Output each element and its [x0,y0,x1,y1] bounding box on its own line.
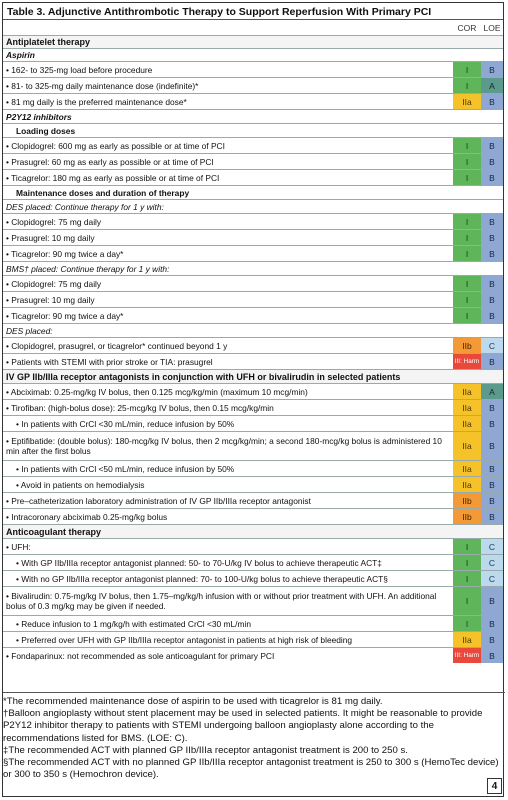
row-text: • Bivalirudin: 0.75-mg/kg IV bolus, then 1.75–mg/kg/h infusion with or without prior treatment with UFH. An additional bolus of 0.3 mg/kg may be given if needed. [6,591,437,611]
row-text: DES placed: Continue therapy for 1 y with: [6,201,164,212]
row-text: • In patients with CrCl <50 mL/min, reduce infusion by 50% [16,463,235,474]
loe-cell: B [481,230,503,245]
loe-cell: C [481,539,503,554]
cor-cell: I [453,78,481,93]
subheader-row [3,109,503,123]
table-row [3,245,503,261]
table-row [3,570,503,586]
footnote: *The recommended maintenance dose of aspirin to be used with ticagrelor is 81 mg daily. [3,696,383,707]
loe-cell: B [481,416,503,431]
row-text: P2Y12 inhibitors [6,111,72,122]
cor-cell: I [453,539,481,554]
loe-cell: B [481,461,503,476]
cor-cell: IIa [453,461,481,476]
loe-cell: B [481,246,503,261]
table-row [3,415,503,431]
table-row [3,399,503,415]
row-text: • 81- to 325-mg daily maintenance dose (indefinite)* [6,80,199,91]
table-body [3,35,503,663]
cor-cell: IIa [453,477,481,492]
row-text: • Clopidogrel: 75 mg daily [6,216,102,227]
column-header [3,20,503,35]
footnotes [3,692,505,781]
subheader-row [3,123,503,137]
loe-cell: B [481,138,503,153]
row-text: • Prasugrel: 10 mg daily [6,294,95,305]
loe-cell: B [481,493,503,508]
table-row [3,275,503,291]
cor-cell: I [453,230,481,245]
row-text: • Intracoronary abciximab 0.25-mg/kg bolus [6,511,168,522]
section-header-row [3,35,503,48]
row-text: • Prasugrel: 60 mg as early as possible or at time of PCI [6,156,214,167]
loe-cell: B [481,509,503,524]
cor-cell: I [453,308,481,323]
cor-cell: III: Harm [453,354,481,369]
cor-cell: I [453,170,481,185]
row-text: Antiplatelet therapy [6,37,91,47]
table-row [3,61,503,77]
row-text: • Patients with STEMI with prior stroke or TIA: prasugrel [6,356,213,367]
loe-cell: B [481,648,503,663]
table-row [3,353,503,369]
loe-cell: A [481,78,503,93]
table-row [3,307,503,323]
cor-cell: I [453,214,481,229]
row-text: • Clopidogrel, prasugrel, or ticagrelor* continued beyond 1 y [6,340,228,351]
page-number: 4 [487,778,502,794]
loe-cell: B [481,154,503,169]
col-cor-header: COR [457,23,477,33]
cor-cell: IIb [453,509,481,524]
table-row [3,647,503,663]
row-text: • In patients with CrCl <30 mL/min, reduce infusion by 50% [16,418,235,429]
table-row [3,153,503,169]
table-row [3,137,503,153]
row-text: • Ticagrelor: 90 mg twice a day* [6,248,124,259]
section-header-row [3,369,503,383]
row-text: • UFH: [6,541,31,552]
cor-cell: I [453,276,481,291]
row-text: • Ticagrelor: 180 mg as early as possible or at time of PCI [6,172,220,183]
footnote: †Balloon angioplasty without stent placement may be used in selected patients. It might be reasonable to provide P2Y12 inhibitor therapy to patients with STEMI undergoing balloon angioplasty alone according to the recommendations listed for BMS. (LOE: C). [3,708,483,744]
cor-cell: III: Harm [453,648,481,663]
cor-cell: IIa [453,432,481,460]
cor-cell: I [453,138,481,153]
row-text: • Tirofiban: (high-bolus dose): 25-mcg/kg IV bolus, then 0.15 mcg/kg/min [6,402,274,413]
loe-cell: B [481,94,503,109]
subheader-row [3,48,503,61]
table-row [3,213,503,229]
row-text: • Eptifibatide: (double bolus): 180-mcg/kg IV bolus, then 2 mcg/kg/min; a second 180-mcg/kg bolus is administered 10 min after the first bolus [6,436,442,456]
loe-cell: B [481,400,503,415]
table-frame [2,2,504,797]
footnote: ‡The recommended ACT with planned GP IIb/IIIa receptor antagonist treatment is 200 to 250 s. [3,744,408,756]
table-row [3,615,503,631]
cor-cell: I [453,292,481,307]
cor-cell: IIa [453,416,481,431]
row-text: DES placed: [6,325,53,336]
cor-cell: I [453,555,481,570]
loe-cell: B [481,587,503,615]
col-loe-header: LOE [483,23,501,33]
loe-cell: B [481,432,503,460]
cor-cell: IIa [453,400,481,415]
loe-cell: C [481,555,503,570]
table-row [3,554,503,570]
subheader-row [3,199,503,213]
cor-cell: IIb [453,493,481,508]
cor-cell: I [453,571,481,586]
cor-cell: I [453,62,481,77]
row-text: BMS† placed: Continue therapy for 1 y with: [6,263,170,274]
row-text: Maintenance doses and duration of therapy [16,187,190,198]
cor-cell: IIa [453,94,481,109]
loe-cell: A [481,384,503,399]
table-row [3,538,503,554]
cor-cell: IIa [453,632,481,647]
table-row [3,631,503,647]
row-text: IV GP IIb/IIIa receptor antagonists in conjunction with UFH or bivalirudin in selected patients [6,371,401,382]
loe-cell: B [481,354,503,369]
row-text: • Clopidogrel: 600 mg as early as possible or at time of PCI [6,140,225,151]
loe-cell: B [481,477,503,492]
row-text: • Clopidogrel: 75 mg daily [6,278,102,289]
loe-cell: B [481,616,503,631]
row-text: • Avoid in patients on hemodialysis [16,479,145,490]
loe-cell: B [481,214,503,229]
row-text: • Prasugrel: 10 mg daily [6,232,95,243]
loe-cell: B [481,170,503,185]
subheader-row [3,185,503,199]
table-row [3,77,503,93]
footnote: §The recommended ACT with no planned GP IIb/IIIa receptor antagonist treatment is 250 to 300 s (HemoTec device) or 300 to 350 s (Hemochron device). [3,757,499,781]
loe-cell: B [481,276,503,291]
subheader-row [3,323,503,337]
loe-cell: B [481,292,503,307]
table-row [3,431,503,460]
table-row [3,337,503,353]
table-row [3,229,503,245]
subheader-row [3,261,503,275]
loe-cell: B [481,632,503,647]
table-row [3,169,503,185]
cor-cell: I [453,587,481,615]
cor-cell: I [453,246,481,261]
row-text: • 162- to 325-mg load before procedure [6,64,153,75]
table-row [3,460,503,476]
section-header-row [3,524,503,538]
table-row [3,476,503,492]
table-row [3,586,503,615]
row-text: • Reduce infusion to 1 mg/kg/h with estimated CrCl <30 mL/min [16,618,251,629]
row-text: • Abciximab: 0.25-mg/kg IV bolus, then 0.125 mcg/kg/min (maximum 10 mcg/min) [6,386,308,397]
loe-cell: C [481,571,503,586]
loe-cell: B [481,308,503,323]
table-row [3,383,503,399]
row-text: Aspirin [6,50,35,60]
row-text: • With no GP IIb/IIIa receptor antagonist planned: 70- to 100-U/kg bolus to achieve therapeutic ACT§ [16,573,388,584]
row-text: • Fondaparinux: not recommended as sole anticoagulant for primary PCI [6,650,275,661]
table-row [3,492,503,508]
table-row [3,93,503,109]
cor-cell: IIa [453,384,481,399]
table-row [3,291,503,307]
row-text: • Ticagrelor: 90 mg twice a day* [6,310,124,321]
row-text: Anticoagulant therapy [6,526,102,537]
loe-cell: C [481,338,503,353]
row-text: • With GP IIb/IIIa receptor antagonist planned: 50- to 70-U/kg IV bolus to achieve therapeutic ACT‡ [16,557,382,568]
cor-cell: I [453,616,481,631]
row-text: • Pre–catheterization laboratory administration of IV GP IIb/IIIa receptor antagonist [6,495,311,506]
loe-cell: B [481,62,503,77]
table-row [3,508,503,524]
cor-cell: IIb [453,338,481,353]
row-text: • Preferred over UFH with GP IIb/IIIa receptor antagonist in patients at high risk of bleeding [16,634,353,645]
cor-cell: I [453,154,481,169]
row-text: • 81 mg daily is the preferred maintenance dose* [6,96,187,107]
table-title: Table 3. Adjunctive Antithrombotic Therapy to Support Reperfusion With Primary PCI [3,3,503,20]
row-text: Loading doses [16,125,76,136]
